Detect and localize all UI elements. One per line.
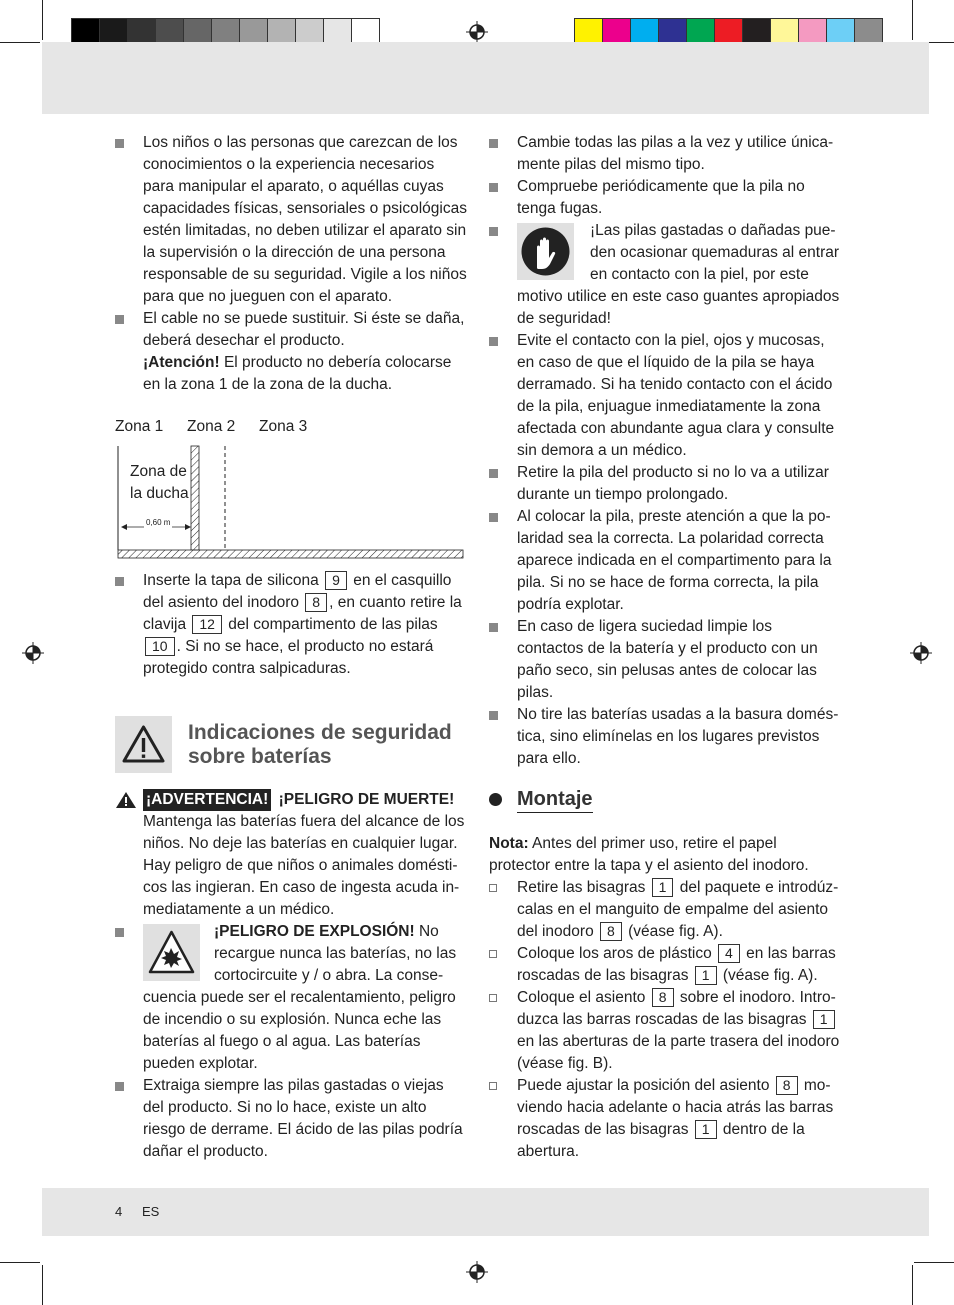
text: Inserte la tapa de silicona — [143, 572, 324, 589]
zone-3-label: Zona 3 — [259, 418, 308, 435]
paragraph: Mantenga las baterías fuera del alcance de los niños. No deje las baterías en cualquier lugar. Hay peligro de que niños o animales domésti-cos las ingieran. En caso de ingesta acuda in-mediatamente a un médico. — [143, 813, 465, 918]
left-column-3 — [115, 789, 467, 1163]
text: motivo utilice en este caso guantes apropiados de seguridad! — [517, 288, 840, 327]
part-number-badge: 8 — [305, 593, 327, 612]
text: del compartimento de las pilas — [223, 616, 438, 633]
text: (véase fig. A). — [718, 967, 818, 984]
text: Retire las bisagras — [517, 879, 650, 896]
part-number-badge: 1 — [813, 1010, 835, 1029]
dimension-label: 0,60 m — [146, 518, 171, 527]
section-title — [188, 721, 452, 769]
part-number-badge: 10 — [145, 637, 175, 656]
text: Puede ajustar la posición del asiento — [517, 1077, 774, 1094]
part-number-badge: 1 — [652, 878, 674, 897]
step-item — [489, 943, 841, 987]
step-checkbox-icon — [489, 1082, 497, 1090]
shower-zone-label-line2: la ducha — [130, 485, 189, 502]
step-item — [489, 1075, 841, 1163]
part-number-badge: 1 — [695, 966, 717, 985]
shower-zone-label-line1: Zona de — [130, 463, 187, 480]
list-item — [115, 921, 467, 1075]
crop-mark — [0, 42, 40, 43]
part-number-badge: 9 — [325, 571, 347, 590]
paragraph: En caso de ligera suciedad limpie los contactos de la batería y el producto con un paño seco, sin pelusas antes de colocar las pilas. — [517, 618, 818, 701]
text: sobre el inodoro. Intro-duzca las barras roscadas de las bisagras — [517, 989, 836, 1028]
registration-mark-icon — [466, 21, 488, 43]
note-paragraph — [489, 833, 841, 877]
text: No recargue nunca las baterías, no las cortocircuite y / o abra. La conse- — [214, 923, 457, 984]
crop-mark — [42, 0, 43, 40]
text: en las barras roscadas de las bisagras — [517, 945, 836, 984]
text: Coloque los aros de plástico — [517, 945, 717, 962]
note-text: Antes del primer uso, retire el papel protector entre la tapa y el asiento del inodoro. — [489, 835, 809, 874]
warning-icon-box — [115, 716, 172, 773]
text: (véase fig. A). — [623, 923, 723, 940]
paragraph: No tire las baterías usadas a la basura domés-tica, sino elimínelas en los lugares previstos para ello. — [517, 706, 839, 767]
registration-mark-icon — [22, 642, 44, 664]
warning-small-icon — [115, 791, 137, 809]
header-band — [42, 42, 929, 114]
list-item — [489, 506, 841, 616]
crop-mark — [914, 1262, 954, 1263]
step-item — [489, 987, 841, 1075]
list-item — [115, 132, 467, 308]
text: . Si no se hace, el producto no estará protegido contra salpicaduras. — [143, 638, 434, 677]
explosion-title: ¡PELIGRO DE EXPLOSIÓN! — [214, 923, 415, 940]
language-code: ES — [142, 1204, 160, 1219]
crop-mark — [42, 1265, 43, 1305]
bullet-icon — [115, 577, 124, 586]
crop-mark — [912, 1265, 913, 1305]
page-number: 4 — [115, 1204, 123, 1219]
crop-mark — [0, 1262, 40, 1263]
gloves-icon — [517, 223, 574, 280]
part-number-badge: 4 — [718, 944, 740, 963]
section-title-line1: Indicaciones de seguridad — [188, 721, 452, 744]
paragraph: Los niños o las personas que carezcan de los conocimientos o la experiencia necesarios para manipular el aparato, o aquéllas cuyas capacidades físicas, sensoriales o psicológicas estén limitadas, no deben utilizar el aparato sin la supervisión o la dirección de una persona responsable de su seguridad. Vigile a los niños para que no jueguen con el aparato. — [143, 134, 467, 305]
text: dentro de la abertura. — [517, 1121, 805, 1160]
warning-badge: ¡ADVERTENCIA! — [143, 789, 271, 811]
paragraph: Evite el contacto con la piel, ojos y mucosas, en caso de que el líquido de la pila se haya derramado. Si ha tenido contacto con el ácido de la pila, enjuague inmediatamente la zona afectada con abundante agua clara y consulte sin demora a un médico. — [517, 332, 835, 459]
part-number-badge: 12 — [192, 615, 222, 634]
bullet-icon — [489, 227, 498, 236]
attention-label: ¡Atención! — [143, 354, 220, 371]
right-column — [489, 132, 841, 770]
text: del paquete e introdúz-calas en el manguito de empalme del asiento del inodoro — [517, 879, 839, 940]
part-number-badge: 8 — [776, 1076, 798, 1095]
list-item — [489, 616, 841, 704]
paragraph: Cambie todas las pilas a la vez y utilice única-mente pilas del mismo tipo. — [517, 134, 834, 173]
bullet-icon — [489, 139, 498, 148]
list-item — [489, 330, 841, 462]
bullet-icon — [489, 337, 498, 346]
crop-mark — [912, 0, 913, 40]
bullet-icon — [489, 623, 498, 632]
warning-item — [115, 789, 467, 921]
list-item — [115, 1075, 467, 1163]
step-checkbox-icon — [489, 884, 497, 892]
section-title-line2: sobre baterías — [188, 745, 332, 768]
registration-mark-icon — [466, 1261, 488, 1283]
part-number-badge: 8 — [600, 922, 622, 941]
bullet-icon — [489, 513, 498, 522]
text: ¡Las pilas gastadas o dañadas pue-den ocasionar quemaduras al entrar en contacto con la piel, por este — [590, 222, 840, 283]
bullet-icon — [115, 139, 124, 148]
right-column-2 — [489, 833, 841, 1163]
bullet-icon — [115, 315, 124, 324]
bullet-icon — [115, 928, 124, 937]
list-item — [115, 570, 467, 680]
left-column — [115, 132, 467, 396]
zone-1-label: Zona 1 — [115, 418, 164, 435]
paragraph: Extraiga siempre las pilas gastadas o viejas del producto. Si no lo hace, existe un alto riesgo de derrame. El ácido de las pilas podría dañar el producto. — [143, 1077, 463, 1160]
paragraph: Compruebe periódicamente que la pila no tenga fugas. — [517, 178, 805, 217]
list-item — [489, 704, 841, 770]
text: , en cuanto retire la clavija — [143, 594, 462, 633]
paragraph: Retire la pila del producto si no lo va a utilizar durante un tiempo prolongado. — [517, 464, 829, 503]
zone-2-label: Zona 2 — [187, 418, 236, 435]
section-dot-icon — [489, 793, 502, 806]
list-item — [489, 132, 841, 176]
left-column-2 — [115, 570, 467, 680]
paragraph: El cable no se puede sustituir. Si éste se daña, deberá desechar el producto. — [143, 310, 465, 349]
text: en el casquillo del asiento del inodoro — [143, 572, 452, 611]
list-item — [489, 220, 841, 330]
list-item — [489, 462, 841, 506]
warning-triangle-icon — [115, 716, 172, 773]
bullet-icon — [489, 469, 498, 478]
part-number-badge: 1 — [695, 1120, 717, 1139]
text: Coloque el asiento — [517, 989, 650, 1006]
step-checkbox-icon — [489, 950, 497, 958]
text: mo-viendo hacia adelante o hacia atrás las barras roscadas de las bisagras — [517, 1077, 834, 1138]
attention-text: El producto no debería colocarse en la zona 1 de la zona de la ducha. — [143, 354, 452, 393]
bullet-icon — [489, 183, 498, 192]
note-label: Nota: — [489, 835, 529, 852]
explosion-icon — [143, 924, 200, 981]
bullet-icon — [115, 1082, 124, 1091]
warning-title: ¡PELIGRO DE MUERTE! — [274, 791, 455, 808]
footer-band — [42, 1188, 929, 1236]
montaje-title: Montaje — [517, 786, 593, 813]
part-number-badge: 8 — [652, 988, 674, 1007]
step-item — [489, 877, 841, 943]
step-checkbox-icon — [489, 994, 497, 1002]
list-item — [489, 176, 841, 220]
bullet-icon — [489, 711, 498, 720]
list-item — [115, 308, 467, 396]
paragraph: Al colocar la pila, preste atención a que la po-laridad sea la correcta. La polaridad correcta aparece indicada en el compartimento para la pila. Si no se hace de forma correcta, la pila podría explotar. — [517, 508, 832, 613]
text: en las aberturas de la parte trasera del inodoro (véase fig. B). — [517, 1033, 840, 1072]
text: cuencia puede ser el recalentamiento, peligro de incendio o su explosión. Nunca eche las baterías al fuego o al agua. Las baterías pueden explotar. — [143, 989, 456, 1072]
registration-mark-icon — [910, 642, 932, 664]
